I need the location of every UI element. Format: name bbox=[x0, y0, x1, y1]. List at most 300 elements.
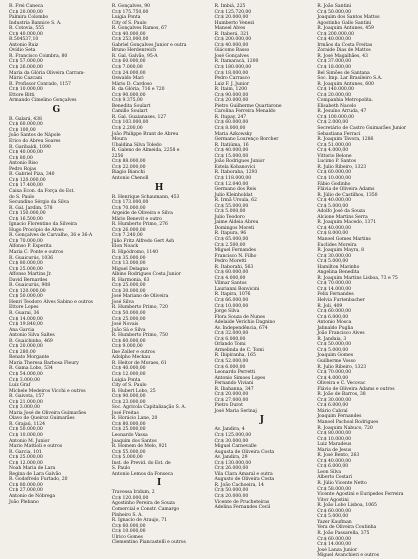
entry-detail-line: Cr.$ 40.000,00 bbox=[214, 42, 249, 48]
entry-detail-line: Biagio Bianchi bbox=[111, 170, 145, 176]
address-entry bbox=[9, 117, 104, 145]
entry-detail-line: Domingos Moreti bbox=[214, 225, 255, 231]
entry-detail-line: Cr.$ 60.000,00 bbox=[317, 170, 351, 176]
entry-detail-line: José Maria Serinaj bbox=[214, 408, 257, 414]
entry-detail-line: Angelina Benedita bbox=[317, 270, 360, 276]
address-entry bbox=[215, 198, 310, 231]
address-entry bbox=[317, 248, 412, 276]
entry-detail-line: João Sá e Silva bbox=[111, 327, 146, 333]
entry-detail-line: Cr.$ 40.000,00 bbox=[317, 458, 351, 464]
entry-address: R. Guaicurús, 908 bbox=[9, 283, 51, 289]
entry-address: R. Guaraí, 36 bbox=[9, 310, 40, 316]
entry-detail-line: Felix Fernandes bbox=[317, 292, 354, 298]
address-entry bbox=[112, 361, 207, 389]
entry-detail-line: Cr.$ 12.000,00 bbox=[111, 372, 146, 377]
entry-address: R. Garibaldi, 1090 bbox=[9, 144, 51, 150]
entry-detail-line: Orlando Tomi bbox=[214, 342, 246, 348]
address-entry bbox=[9, 450, 104, 478]
entry-detail-line: Cr.$ 27.000,00 bbox=[214, 397, 249, 403]
entry-detail-line: David Bernardes bbox=[9, 277, 48, 283]
entry-detail-line: Benedita Soulart bbox=[111, 103, 151, 109]
address-entry bbox=[317, 426, 412, 454]
address-entry bbox=[9, 82, 104, 104]
entry-detail-line: Soc. Agrícola Capitalização S. A. bbox=[111, 405, 187, 411]
entry-detail-line: Cr.$ 6.000,00 bbox=[317, 314, 349, 320]
address-entry bbox=[215, 143, 310, 171]
entry-detail-line: Ulrico Gomes bbox=[111, 534, 143, 540]
entry-address: R. Itaboraba, 1293 bbox=[214, 170, 258, 176]
address-entry bbox=[112, 54, 207, 87]
entry-detail-line: Cr.$ 70.000,00 bbox=[317, 370, 351, 376]
entry-detail-line: Companhia Metropolita. bbox=[317, 98, 373, 104]
entry-detail-line: Cr.$ 120.000,00 bbox=[111, 495, 149, 501]
entry-detail-line: Cr.$ 9.375,00 bbox=[111, 98, 143, 104]
entry-detail-line: Cr.$ 27.000,00 bbox=[9, 488, 43, 494]
entry-detail-line: Cr.$ 4.000,00 bbox=[317, 148, 349, 154]
entry-address: R. Itaim, 1200 bbox=[214, 87, 248, 93]
entry-address: R. Cotovia, 555 bbox=[9, 26, 45, 32]
entry-address: R. da Glória, 716 e 720 bbox=[111, 87, 165, 93]
entry-detail-line: Industria Bannice S. A. bbox=[9, 20, 62, 26]
entry-detail-line: Helvia Furtenbacher bbox=[317, 297, 365, 303]
entry-address: R. Humberto Primo, 276 bbox=[111, 222, 168, 228]
entry-detail-line: Michele Medeiros Vicchi e outros bbox=[9, 388, 86, 394]
entry-detail-line: Cr.$ 90.000,00 bbox=[111, 92, 146, 98]
entry-detail-line: Bel Simões de Santana bbox=[317, 70, 370, 76]
entry-detail-line: Alberto Cestari bbox=[317, 475, 353, 481]
entry-detail-line: Cr.$ 21.000,00 bbox=[9, 399, 43, 405]
entry-detail-line: Ana Garcia bbox=[9, 327, 35, 333]
entry-address: R. Júlio de Castilhos, 1350 bbox=[317, 192, 378, 198]
entry-detail-line: Cr.$ 10.000,00 bbox=[9, 433, 43, 439]
entry-detail-line: R.504537,10 bbox=[9, 37, 39, 43]
entry-detail-line: Miguel Avanchieri e outros bbox=[317, 553, 380, 559]
address-entry bbox=[112, 250, 207, 278]
entry-detail-line: Cr.$ 8.000,00 bbox=[214, 126, 246, 132]
entry-detail-line: Cr.$ 70.000,00 bbox=[111, 205, 146, 211]
entry-address: R. José Bento, 263 bbox=[317, 453, 360, 459]
entry-detail-line: Cr.$ 100,00 bbox=[9, 127, 36, 133]
entry-detail-line: Euclides Moreira bbox=[317, 242, 357, 248]
entry-detail-line: Elisabeth Nacelo bbox=[317, 103, 357, 109]
entry-detail-line: Vitor Agostini bbox=[317, 497, 349, 503]
address-entry bbox=[215, 4, 310, 32]
entry-detail-line: Pietro Durot bbox=[214, 403, 243, 409]
address-entry bbox=[317, 392, 412, 425]
entry-address: R. Gama Lobo, 534 bbox=[9, 366, 53, 372]
entry-address: R. Ignacio de Araujo, 71 bbox=[111, 518, 167, 524]
entry-detail-line: Erico do Abreu Soares bbox=[9, 139, 61, 145]
address-entry bbox=[215, 231, 310, 264]
entry-detail-line: Cr.$ 25.000,00 bbox=[9, 266, 43, 272]
entry-detail-line: Cr.$ 60.000,00 bbox=[9, 122, 43, 128]
entry-detail-line: Cr.$ 50.000,00 bbox=[9, 294, 43, 300]
entry-detail-line: João Santos de Nápole bbox=[9, 133, 61, 139]
entry-detail-line: Cr.$ 60.000,00 bbox=[317, 508, 351, 514]
entry-detail-line: Ignacio Florentino da Silveira bbox=[9, 222, 77, 228]
entry-detail-line: Regina de Lara Galvão bbox=[9, 471, 61, 477]
entry-detail-line: Cr.$ 24.000,00 bbox=[111, 70, 146, 76]
entry-detail-line: Cr.$ 120.000,00 bbox=[9, 288, 46, 294]
index-column-4 bbox=[317, 4, 412, 559]
entry-address: R. Gal. Galvão, 95-A bbox=[111, 53, 158, 59]
entry-detail-line: Cr.$ 7.000,00 bbox=[111, 65, 143, 71]
entry-detail-line: João Rodrigues Junior bbox=[214, 159, 265, 165]
entry-detail-line: Cr.$ 40.000,00 bbox=[9, 31, 43, 37]
entry-detail-line: Cr.$ 103.000,00 bbox=[111, 120, 149, 126]
address-entry bbox=[215, 87, 310, 115]
entry-detail-line: João Plebano bbox=[9, 499, 39, 505]
entry-detail-line: Cr.$ 2.500,00 bbox=[214, 242, 246, 248]
section-letter: H bbox=[154, 182, 164, 193]
entry-detail-line: Cr.$ 32.000,00 bbox=[214, 331, 249, 337]
entry-detail-line: Cr.$ 130.000,00 bbox=[214, 460, 252, 466]
entry-detail-line: Cr.$ 9.000,00 bbox=[111, 344, 143, 350]
address-entry bbox=[9, 422, 104, 450]
entry-detail-line: Cr.$ 4.000,00 bbox=[214, 275, 246, 281]
entry-address: R. Júlio Vicente Netto bbox=[317, 481, 367, 487]
entry-detail-line: Cr.$ 26.000,00 bbox=[9, 65, 43, 71]
entry-detail-line: Cr.$ 10.000,00 bbox=[9, 87, 43, 93]
entry-detail-line: Vicente Agostini e Euripedes Ferreira bbox=[317, 492, 404, 498]
entry-detail-line: Cr.$ 5.000,00 bbox=[317, 203, 349, 209]
entry-detail-line: Affonso Martins Jr. bbox=[9, 272, 52, 278]
entry-detail-line: Cr.$ 180.000,00 bbox=[214, 65, 252, 71]
entry-detail-line: Adelina Fernandes Cecil bbox=[214, 505, 271, 511]
address-entry bbox=[215, 387, 310, 415]
entry-address: R. Jesuíno Arruda, 47 bbox=[317, 109, 367, 115]
entry-detail-line: Cr.$ 40.000,00 bbox=[317, 225, 351, 231]
entry-detail-line: Maria Azkowsky bbox=[214, 131, 253, 137]
entry-detail-line: Cr.$ 20.000,00 bbox=[9, 9, 43, 15]
entry-detail-line: Cr.$ 200.000,00 bbox=[317, 31, 354, 37]
address-entry bbox=[215, 483, 310, 511]
entry-address: R. Horácio Lane, 20 bbox=[111, 416, 158, 422]
entry-detail-line: João Francisco Alves bbox=[317, 331, 365, 337]
entry-address: Av. Independência, 674 bbox=[214, 325, 268, 331]
entry-detail-line: Armando Cimelino Gonçalves bbox=[9, 98, 77, 104]
address-entry bbox=[215, 353, 310, 386]
index-column-2 bbox=[112, 4, 207, 555]
entry-detail-line: Cr.$ 3.000,00 bbox=[9, 377, 40, 383]
entry-detail-line: Cr.$ 5.000,00 bbox=[111, 455, 143, 461]
entry-detail-line: Maria da Glória Oliveira Carram- bbox=[9, 70, 85, 76]
entry-detail-line: Joaquim dos Santos Mattos bbox=[317, 15, 380, 21]
entry-detail-line: Cr.$ 10.000,00 bbox=[214, 303, 249, 309]
entry-address: R. Guaicurús, 1036 bbox=[9, 255, 53, 261]
entry-detail-line: Luiz Maradeus bbox=[317, 442, 352, 448]
address-entry bbox=[317, 220, 412, 248]
entry-detail-line: Cr.$ 16.500,00 bbox=[9, 216, 43, 222]
entry-address: R. Itapira, 1076 bbox=[214, 292, 251, 298]
entry-detail-line: José Silva bbox=[111, 299, 134, 305]
address-entry bbox=[112, 333, 207, 361]
entry-address: R. Humberto Primo, 720 bbox=[111, 305, 168, 311]
entry-detail-line: Cr.$ 3.000,00 bbox=[9, 405, 40, 411]
entry-detail-line: Germano Lourenço Borcher bbox=[214, 137, 279, 143]
entry-detail-line: Cr.$ 10.000,00 bbox=[317, 436, 351, 442]
entry-detail-line: Cr.$ 30.000,00 bbox=[214, 438, 249, 444]
entry-detail-line: Cr.$ 14.000,00 bbox=[317, 542, 351, 548]
entry-detail-line: Ettore Bitti bbox=[9, 92, 35, 98]
entry-detail-line: Ilse Zoller e outros bbox=[111, 349, 155, 355]
entry-detail-line: João Philippe Brant de Abreu bbox=[111, 131, 179, 137]
address-entry bbox=[317, 26, 412, 54]
entry-address: R. Itupay, 247 bbox=[214, 114, 247, 120]
entry-detail-line: Jorge Silva bbox=[214, 309, 240, 315]
entry-detail-line: José Lanza Junior bbox=[317, 547, 358, 553]
entry-detail-line: Luigia Ponta bbox=[111, 377, 141, 383]
address-entry bbox=[9, 283, 104, 311]
entry-detail-line: Secretário de Castro Guimarães Junior bbox=[317, 126, 407, 132]
entry-detail-line: Joaquim Gomes bbox=[317, 353, 353, 359]
entry-detail-line: Cr.$ 140.000,00 bbox=[317, 87, 354, 93]
entry-address: R. Itaberá, 321 bbox=[214, 31, 249, 37]
section-letter: G bbox=[52, 104, 61, 115]
entry-detail-line: Antonio Silva Saltes bbox=[9, 333, 55, 339]
entry-detail-line: Ubaldina Silva Toledo bbox=[111, 142, 162, 148]
entry-address: R. Gaivota, 157 bbox=[9, 394, 45, 400]
entry-detail-line: Mário Cabral bbox=[317, 408, 348, 414]
entry-address: R. Joaquim Antunes, 459 bbox=[317, 26, 374, 32]
entry-detail-line: Cr.$ 253,000,00 bbox=[111, 37, 149, 43]
entry-detail-line: Antonio Mosca bbox=[317, 320, 352, 326]
entry-detail-line: Cr.$ 20.000,00 bbox=[214, 98, 249, 104]
entry-detail-line: Cr.$ 60.000,00 bbox=[214, 120, 249, 126]
entry-detail-line: Cr.$ 40.000,00 bbox=[111, 366, 146, 372]
entry-detail-line: Laurianni Bonvicini bbox=[214, 286, 260, 292]
entry-detail-line: Henri Teodoro Alves Sabino e outros bbox=[9, 299, 93, 305]
entry-detail-line: Manoel Alves bbox=[214, 26, 246, 32]
entry-detail-line: Augusto de Oliveira Costa bbox=[214, 477, 275, 483]
entry-detail-line: Cr.$ 40.000,00 bbox=[317, 198, 351, 204]
entry-detail-line: Pedro Moretti bbox=[214, 259, 247, 265]
entry-address: R. Gonçalves, 90 bbox=[111, 4, 150, 9]
entry-detail-line: Cr.$ 30.000,00 bbox=[317, 397, 351, 403]
section-letter: J bbox=[259, 415, 264, 426]
entry-detail-line: Clementino Piancastelli e outros bbox=[111, 540, 186, 546]
entry-detail-line: Vittorio Belone bbox=[317, 153, 352, 159]
entry-detail-line: Flávia de Oliveira Adams bbox=[317, 187, 375, 193]
entry-detail-line: Giácomo Basso bbox=[214, 48, 250, 54]
entry-detail-line: Cr.$ 125.000,00 bbox=[214, 433, 252, 439]
address-entry bbox=[112, 4, 207, 26]
entry-detail-line: Cr.$ 118.000,00 bbox=[214, 175, 252, 181]
address-entry bbox=[215, 265, 310, 293]
entry-detail-line: Cr.$ 70.000,00 bbox=[317, 281, 351, 287]
address-entry bbox=[9, 145, 104, 173]
entry-detail-line: Cr.$ 52.000,00 bbox=[214, 359, 249, 364]
entry-detail-line: Antonio M. Junior bbox=[9, 438, 50, 444]
entry-detail-line: Cr.$ 40.000,00 bbox=[317, 37, 351, 43]
entry-detail-line: Cr.$ 150.000,00 bbox=[9, 211, 46, 217]
entry-detail-line: Vicente de Prucheteiras bbox=[214, 499, 270, 505]
address-entry bbox=[9, 4, 104, 26]
entry-detail-line: Oswaldo Mari bbox=[111, 76, 144, 82]
entry-detail-line: Joaquim Fernandes bbox=[317, 414, 362, 420]
entry-detail-line: Julio Teodoro bbox=[214, 214, 245, 220]
entry-address: R. Ibipiranha, 165 bbox=[214, 353, 256, 359]
entry-detail-line: Jaime Aldeia Abreu bbox=[214, 220, 259, 226]
entry-detail-line: Lucimo P. Santos bbox=[317, 159, 356, 165]
entry-detail-line: Bruno Herdenreich bbox=[111, 48, 157, 54]
entry-detail-line: Moura bbox=[111, 137, 127, 143]
entry-detail-line: Cr.$ 5.000,00 bbox=[317, 259, 349, 265]
entry-detail-line: Argeide de Oliveira e Silva bbox=[111, 211, 173, 217]
entry-address: R. João Cachoeira, 14 bbox=[214, 482, 264, 488]
entry-detail-line: City of S. Paulo bbox=[111, 20, 147, 26]
entry-detail-line: Cr.$ 37.000,00 bbox=[317, 59, 351, 65]
entry-detail-line: Vila Clara Amaral e outra bbox=[214, 471, 273, 477]
entry-address: R. Garcia, 101 bbox=[9, 449, 42, 455]
entry-detail-line: José Freitas bbox=[111, 410, 139, 416]
entry-detail-line: Vilmar Santos bbox=[214, 281, 247, 287]
entry-detail-line: Cr.$ 26.000,00 bbox=[111, 227, 146, 233]
entry-detail-line: Cr.$ 60.000,00 bbox=[317, 309, 351, 315]
entry-detail-line: Cr.$ 20.000,00 bbox=[9, 344, 43, 350]
address-entry bbox=[215, 326, 310, 354]
section-letter: I bbox=[157, 478, 162, 489]
entry-detail-line: Maria C. Ponte e outros bbox=[9, 249, 64, 255]
entry-detail-line: Cr.$ 50.000,00 bbox=[111, 310, 146, 316]
entry-address: R. Julio Ribeiro, 1323 bbox=[317, 364, 367, 370]
entry-address: R. Joaquim Távora, 1286 bbox=[317, 137, 374, 143]
address-entry bbox=[317, 503, 412, 531]
entry-address: R. Frei Caneca bbox=[9, 4, 43, 9]
address-entry bbox=[9, 54, 104, 82]
entry-detail-line: Cr.$ 70.000,00 bbox=[9, 238, 43, 244]
address-entry bbox=[112, 115, 207, 148]
address-entry bbox=[112, 222, 207, 250]
entry-detail-line: Yazer Kaufman bbox=[317, 519, 352, 525]
entry-detail-line: Cr.$ 8.000,00 bbox=[317, 231, 349, 237]
entry-detail-line: Manoel Gomes Martins bbox=[317, 236, 371, 242]
entry-address: R. Galeno de Almeida, 2258 e bbox=[111, 148, 180, 154]
entry-detail-line: Cr.$ 2.200,00 bbox=[111, 126, 143, 132]
entry-detail-line: Cr.$ 12.040,00 bbox=[214, 181, 249, 187]
entry-address: Travessa Iridum, 2 bbox=[111, 490, 155, 496]
entry-detail-line: Augusta de Oliveira Costa bbox=[214, 449, 275, 455]
entry-detail-line: Cr.$ 50.000,00 bbox=[214, 488, 249, 494]
entry-detail-line: Cr.$ 90.000,00 bbox=[214, 92, 249, 98]
entry-detail-line: Adolpho Meckau bbox=[111, 355, 151, 361]
address-entry bbox=[317, 337, 412, 365]
entry-detail-line: Mário Benevit e outro bbox=[111, 216, 162, 222]
entry-detail-line: Palmira Colombo bbox=[9, 15, 49, 21]
entry-detail-line: Júlio Fritz Alfredo Gert Ash bbox=[111, 238, 174, 244]
entry-detail-line: Maria Theresa Barbosa Fleury bbox=[9, 360, 79, 366]
entry-detail-line: Luigia Ponta bbox=[111, 15, 141, 21]
entry-address: R. Joaquim Antunes, 600 bbox=[317, 81, 374, 87]
entry-detail-line: Miguel Carnevalle bbox=[214, 444, 257, 450]
entry-detail-line: Mário Cazcani bbox=[9, 76, 43, 82]
entry-detail-line: Cr.$ 12.000,00 bbox=[9, 460, 43, 466]
entry-detail-line: Carolina Ferreira Menaldo bbox=[214, 109, 276, 115]
entry-detail-line: Cr.$ 10.000,00 bbox=[317, 175, 351, 181]
entry-detail-line: Cr.$ 60.000,00 bbox=[214, 270, 249, 276]
address-entry bbox=[9, 311, 104, 339]
entry-address: R. Joaquim Martins Lisboa, 73 e 75 bbox=[317, 275, 398, 281]
entry-detail-line: Cr.$ 5.000,00 bbox=[317, 347, 349, 353]
entry-address: R. Joaquim Mayra, 8 bbox=[317, 248, 365, 254]
entry-address: R. Itamaracá, 1200 bbox=[214, 59, 259, 65]
index-column-1 bbox=[9, 4, 104, 555]
entry-detail-line: José Gonçalves bbox=[214, 53, 249, 59]
entry-detail-line: Joaquim dos Santos bbox=[111, 438, 157, 444]
entry-address: R. Julio Ribeiro, 1323 bbox=[317, 164, 367, 170]
entry-detail-line: Cr.$ 173.000,00 bbox=[111, 200, 149, 206]
entry-address: R. João Lobo Lisboa, 1065 bbox=[317, 503, 377, 509]
address-entry bbox=[317, 193, 412, 221]
entry-detail-line: Cr.$ 18.000,00 bbox=[214, 70, 249, 76]
entry-detail-line: Renato Morgante bbox=[9, 355, 50, 361]
address-entry bbox=[112, 195, 207, 223]
entry-detail-line: Cr.$ 50.000,00 bbox=[9, 427, 43, 433]
address-entry bbox=[9, 394, 104, 422]
index-column-3 bbox=[215, 4, 310, 555]
entry-detail-line: Cr.$ 58.000,00 bbox=[317, 486, 351, 492]
entry-detail-line: Camillo Soulart bbox=[111, 109, 148, 115]
entry-address: R. Gonçalves de Carvalho, 36 e 36-A bbox=[9, 233, 93, 239]
entry-detail-line: Cr.$ 26.000,00 bbox=[214, 466, 249, 472]
entry-detail-line: Adolfo José da Souza bbox=[317, 209, 365, 215]
entry-detail-line: Cr.$ 40.000,00 bbox=[111, 31, 146, 37]
entry-detail-line: Mário D. Cardoso bbox=[111, 81, 153, 87]
entry-detail-line: Cr.$ 40.000,00 bbox=[9, 150, 43, 156]
entry-detail-line: Cr.$ 13.000,00 bbox=[111, 261, 146, 267]
entry-detail-line: Pedro Carrasco bbox=[214, 76, 250, 82]
entry-detail-line: Irmãos da Costa Freitas bbox=[317, 42, 373, 48]
address-entry bbox=[112, 389, 207, 417]
entry-detail-line: Leonardo Perretti bbox=[214, 370, 256, 376]
entry-detail-line: Cr.$ 80,00 bbox=[9, 155, 33, 161]
entry-detail-line: Cr.$ 60.000,00 bbox=[111, 338, 146, 344]
entry-detail-line: Cr.$ 23.000,00 bbox=[111, 399, 146, 405]
entry-detail-line: Ovídio Seta bbox=[9, 48, 36, 54]
entry-detail-line: Antonio Ruiz bbox=[9, 42, 39, 48]
entry-detail-line: 2256 bbox=[111, 153, 124, 159]
entry-detail-line: Cr.$ 30.000,00 bbox=[111, 288, 146, 294]
entry-detail-line: Flávio de Oliveira Adams e outros bbox=[317, 386, 395, 392]
address-entry bbox=[317, 82, 412, 110]
address-entry bbox=[112, 305, 207, 333]
entry-detail-line: Cr.$ 25.000,00 bbox=[111, 316, 146, 322]
entry-detail-line: Gabriel Gonçalves Junior e outra bbox=[111, 42, 187, 48]
entry-detail-line: Zoraide Dias de Mattos bbox=[317, 48, 371, 54]
entry-detail-line: Manoel Pachoal Rodrigues bbox=[317, 420, 379, 426]
entry-address: R. Henrique Schaumann, 453 bbox=[111, 194, 180, 200]
entry-detail-line: Maria de Jesus bbox=[317, 447, 352, 453]
entry-address: R. Gal. Guaianases, 127 bbox=[111, 114, 167, 120]
entry-detail-line: Cr.$ 14.000,00 bbox=[317, 286, 351, 292]
address-entry bbox=[215, 455, 310, 483]
entry-detail-line: Cr.$ 280,00 bbox=[9, 349, 36, 355]
entry-address: R. Homem de Melo, 921 bbox=[111, 444, 168, 450]
entry-detail-line: Hamilton Marinho bbox=[317, 264, 360, 270]
address-entry bbox=[317, 54, 412, 82]
entry-detail-line: Cr.$ 18.000,00 bbox=[317, 65, 351, 71]
entry-address: R. João Passarella, 375 bbox=[317, 530, 370, 536]
entry-detail-line: Julio Kleinholdat bbox=[214, 192, 253, 198]
address-entry bbox=[9, 256, 104, 284]
entry-address: R. Joaquim Macedo, 1371 bbox=[317, 220, 377, 226]
entry-detail-line: Cr.$ 66.000,00 bbox=[214, 297, 249, 303]
entry-detail-line: Luiz F. J. Junior bbox=[214, 81, 249, 87]
address-entry bbox=[9, 477, 104, 505]
entry-detail-line: Elon Noack bbox=[111, 244, 139, 250]
entry-detail-line: Maria José de Oliveira Guimarães bbox=[9, 410, 87, 416]
entry-detail-line: Cr.$ 5.000,00 bbox=[214, 209, 246, 215]
